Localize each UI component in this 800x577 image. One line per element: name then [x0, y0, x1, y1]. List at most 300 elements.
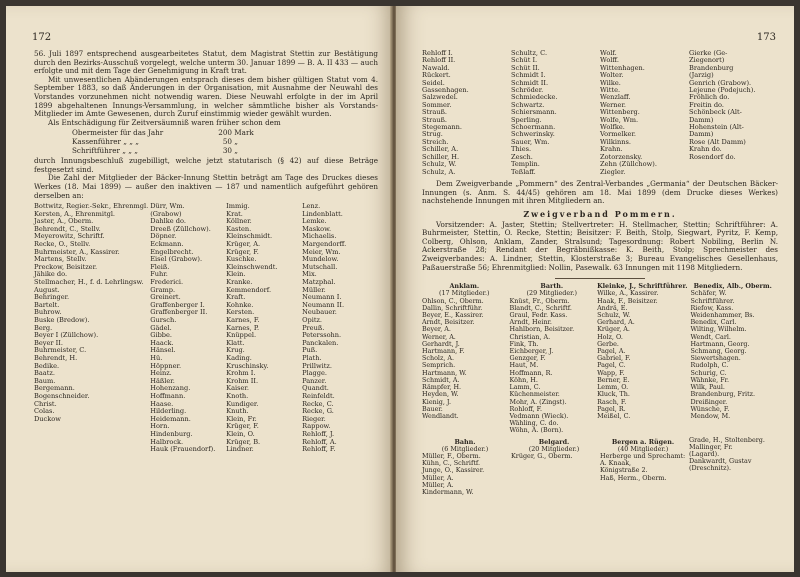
guild-member: Rasch, F.: [597, 397, 627, 406]
member-name: Damm): [689, 115, 714, 124]
guild-member: Pagel, C.: [597, 361, 626, 370]
member-name: Döpner.: [150, 232, 177, 241]
member-name: Stegemann.: [422, 123, 462, 132]
member-name: Gassenhagen.: [422, 86, 469, 95]
member-name: Lejeune (Podejuch).: [689, 86, 756, 95]
member-name: Schröder.: [511, 86, 544, 95]
guild-member: Vedmann (Wieck).: [509, 411, 569, 420]
member-name: Hü.: [150, 353, 163, 362]
member-name: Rehloff II.: [422, 56, 456, 65]
member-name: Zesch.: [511, 152, 533, 161]
guild-member: Riefow, Kass.: [690, 303, 734, 312]
member-name: Gierke (Ge-: [689, 49, 728, 57]
member-name: Freitin do.: [689, 100, 725, 109]
member-name: Schiller, A.: [422, 145, 459, 154]
member-name: Neumann I.: [302, 293, 342, 302]
guild-member: Fink, Th.: [509, 339, 539, 348]
member-name: Colas.: [34, 407, 55, 416]
guild-member: Semprich.: [422, 361, 456, 370]
guild-name: Benedix, Alb., Oberm.: [693, 282, 772, 291]
guild-group: [689, 437, 778, 497]
member-name: Krohm I.: [226, 369, 256, 378]
member-name: Duckow: [34, 414, 61, 423]
guild-member: Eichberger, J.: [509, 347, 554, 356]
guild-member: Beyer, A.: [422, 325, 451, 334]
member-name: Beyer II.: [34, 338, 63, 347]
guild-member: Haut, M.: [509, 361, 539, 370]
guild-member: Weidenhammer, Bs.: [690, 311, 755, 320]
member-name: Jaster, A., Oberm.: [34, 217, 94, 226]
left-body-text: [34, 50, 378, 200]
member-name: Baum.: [34, 376, 56, 385]
member-name: Heinz.: [150, 369, 172, 378]
member-name: Neubauer.: [302, 308, 337, 317]
paragraph-verband: Dem Zweigverbande „Pommern“ des Zentral-Verbandes „Germania“ der Deutschen Bäcker-Innungen (s. Anm. S. 44/45) gehören am 18. Mai 1899 (dem Drucke dieses Werkes) nachstehende Innungen mit ihren Mitgliedern an.: [422, 178, 778, 206]
fee-table: [72, 129, 378, 155]
member-name: Schwartz.: [511, 100, 545, 109]
guild-member: Schäfer, W.: [690, 289, 727, 298]
member-name: Engelbrecht.: [150, 247, 194, 256]
member-column: [689, 50, 778, 176]
member-name: Werner.: [600, 100, 626, 109]
member-name: Salzwedel.: [422, 93, 458, 102]
member-name: Opitz.: [302, 316, 323, 324]
member-name: Schüt I.: [511, 56, 538, 65]
guild-member: Grade, H., Stoltenberg.: [689, 435, 765, 444]
member-name: Streich.: [422, 137, 449, 146]
guild-member: Lamm, C.: [509, 383, 541, 392]
guild-group: [597, 281, 690, 434]
member-name: Dahlke do.: [150, 217, 186, 226]
member-name: Schultz, C.: [511, 49, 548, 57]
member-name: Matzphal.: [302, 278, 336, 287]
guild-member: Schmang, Georg.: [690, 347, 747, 356]
member-name: Hauk (Frauendorf).: [150, 445, 216, 454]
section-title: Zweigverband Pommern.: [523, 208, 677, 219]
member-name: Gursch.: [150, 316, 177, 324]
guild-member: Christian, A.: [509, 332, 551, 341]
guild-member: Dankwardt, Gustav: [689, 457, 752, 466]
member-name: Vormelker.: [600, 130, 636, 139]
member-name: Bedike.: [34, 361, 60, 370]
member-name: Schulz, W.: [422, 160, 457, 169]
member-name: Lemke.: [302, 217, 327, 226]
guild-member: Gerbe.: [597, 339, 619, 348]
member-name: Wolff.: [600, 56, 619, 65]
member-name: Bogenschneider.: [34, 391, 90, 400]
member-name: Eckmann.: [150, 240, 184, 249]
guild-member: Wähling, C. do.: [509, 419, 559, 428]
member-name: Wilkinns.: [600, 137, 631, 146]
member-name: Margendorff.: [302, 240, 347, 249]
fee-row: Obermeister für das Jahr 200 Mark: [72, 128, 254, 138]
member-name: Köllner.: [226, 217, 252, 226]
member-list-left: [34, 203, 378, 454]
member-name: Strauß.: [422, 115, 447, 124]
member-name: Rosendorf do.: [689, 152, 736, 161]
member-name: Quandt.: [302, 384, 329, 393]
member-column: [511, 50, 600, 176]
member-name: Schönbeck (Alt-: [689, 108, 742, 117]
member-name: Hänsel.: [150, 346, 176, 355]
member-name: Wolf.: [600, 49, 617, 57]
member-name: Gibbe.: [150, 331, 173, 340]
guild-member: Arndt, Beisitzer.: [422, 318, 475, 327]
member-name: Lindner.: [226, 445, 254, 454]
member-name: Neumann II.: [302, 300, 345, 309]
member-column: [422, 50, 511, 176]
member-name: Hilderling.: [150, 407, 187, 416]
guild-member: Hoffmann, R.: [509, 368, 553, 377]
member-name: Beyer I (Züllchow).: [34, 331, 99, 340]
member-name: Lindenblatt.: [302, 209, 343, 218]
guild-groups: [422, 281, 778, 434]
member-name: Schmiedecke.: [511, 93, 558, 102]
member-name: Lenz.: [302, 202, 321, 211]
member-name: Hindenburg.: [150, 429, 193, 438]
member-name: Brandenburg: [689, 63, 734, 72]
member-name: Krüger, B.: [226, 437, 261, 446]
member-name: Sperling.: [511, 115, 542, 124]
guild-member: Köhn, H.: [509, 375, 538, 384]
left-page: [6, 6, 394, 572]
member-name: Knüppel.: [226, 331, 257, 340]
divider: [555, 278, 645, 279]
member-name: Rehloff, A.: [302, 437, 337, 446]
member-name: Dürr, Wm.: [150, 202, 185, 211]
member-name: Fleiß.: [150, 262, 170, 271]
guild-member: Kienig, J.: [422, 397, 452, 406]
member-name: Bottwitz, Regier.-Sekr., Ehrenmgl.: [34, 202, 149, 211]
member-name: Klatt.: [226, 338, 245, 347]
guild-member: Dallin, Schriftführ.: [422, 303, 483, 312]
guild-member: Graul, Fedr. Kass.: [509, 311, 568, 320]
member-name: Bergemann.: [34, 384, 75, 393]
member-name: Krat.: [226, 209, 243, 218]
member-name: Wilke.: [600, 78, 621, 87]
guild-member: A. Knaak,: [600, 459, 632, 468]
guild-member: Müller, A.: [422, 473, 454, 482]
member-name: Puß.: [302, 346, 318, 355]
member-name: Krüger, F.: [226, 247, 259, 256]
right-body-text: [422, 180, 778, 206]
member-name: Mix.: [302, 270, 317, 279]
member-name: Genrich (Grabow).: [689, 78, 752, 87]
member-name: Kruschinsky.: [226, 361, 269, 370]
guild-member: Arndt, Heinr.: [509, 318, 552, 327]
member-name: Graffenberger I.: [150, 300, 205, 309]
guild-member: Wendt, Carl.: [690, 332, 731, 341]
member-name: Ziegler.: [600, 167, 626, 176]
guild-member: Rohloff, F.: [509, 404, 543, 413]
member-name: Martens, Stellv.: [34, 255, 87, 264]
member-name: Schulz, A.: [422, 167, 456, 176]
member-name: Panzer.: [302, 376, 327, 385]
guild-name: Bahn.: [454, 437, 476, 446]
guild-member: Genzger, F.: [509, 354, 546, 363]
member-name: Christ.: [34, 399, 57, 408]
member-name: Haase.: [150, 399, 174, 408]
member-name: Nawald.: [422, 63, 450, 72]
guild-member: Küchenmeister.: [509, 390, 560, 399]
guild-name: Kleinke, J., Schriftführer.: [597, 282, 688, 291]
guild-member: Müller, A.: [422, 480, 454, 489]
member-name: Plagge.: [302, 369, 327, 378]
member-name: Dreeß (Züllchow).: [150, 224, 211, 233]
member-column: [226, 203, 302, 454]
member-name: Buhrow.: [34, 308, 62, 317]
member-name: Karnes, P.: [226, 323, 260, 332]
guild-member: (Lagard).: [689, 449, 720, 458]
member-name: Kersten, A., Ehrenmitgl.: [34, 209, 116, 218]
member-name: Horn.: [150, 422, 170, 431]
member-name: Thies.: [511, 145, 532, 154]
guild-member: Gerhardt, J.: [422, 339, 460, 348]
guild-groups-lower: [422, 437, 778, 497]
member-name: Kuschke.: [226, 255, 257, 264]
member-name: Wolter.: [600, 71, 624, 80]
guild-member: Herberge und Sprechamt:: [600, 451, 686, 460]
member-column: [34, 203, 150, 454]
member-list-right: [422, 50, 778, 176]
member-name: Zotorzensky.: [600, 152, 643, 161]
member-name: Maskow.: [302, 224, 332, 233]
member-name: Kranke.: [226, 278, 253, 287]
member-name: Stellmacher, H., f. d. Lehrlingsw.: [34, 278, 144, 287]
guild-member: Mallinger, Fr.: [689, 442, 733, 451]
member-name: Preuß.: [302, 323, 325, 332]
member-name: August.: [34, 285, 60, 294]
guild-member: Pagel, A.: [597, 347, 626, 356]
guild-member-count: (17 Mitglieder.): [439, 289, 490, 298]
guild-member: Rämpfer, H.: [422, 383, 462, 392]
member-name: Rose (Alt Damm): [689, 137, 746, 146]
member-name: Rappow.: [302, 422, 331, 431]
member-name: Kraft.: [226, 293, 246, 302]
guild-group: [422, 437, 511, 497]
guild-member: Krüger, A.: [597, 325, 630, 334]
member-name: Recke, G.: [302, 407, 334, 416]
member-name: Immig.: [226, 202, 250, 211]
guild-member: Hahlborn, Beisitzer.: [509, 325, 575, 334]
member-name: Krahn.: [600, 145, 623, 154]
member-name: Zehn (Züllchow).: [600, 160, 657, 169]
member-name: Schwerinsky.: [511, 130, 555, 139]
member-column: [302, 203, 378, 454]
member-name: Schüt II.: [511, 63, 540, 72]
guild-group: [600, 437, 689, 497]
member-name: Schiersmann.: [511, 108, 557, 117]
guild-member: Wünsche, F.: [690, 404, 730, 413]
guild-member: Kluck, Th.: [597, 390, 630, 399]
guild-member: Krüger, G., Oberm.: [511, 451, 573, 460]
member-name: Karnes, F.: [226, 316, 260, 324]
member-name: Mutschall.: [302, 262, 338, 271]
member-name: Ziegenort): [689, 56, 725, 65]
guild-member: Rudolph, C.: [690, 361, 729, 370]
member-name: Rieger.: [302, 414, 326, 423]
member-name: Fröhlich do.: [689, 93, 730, 102]
member-name: Kleinschmidt.: [226, 232, 273, 241]
guild-member: Haß, Herm., Oberm.: [600, 473, 667, 482]
guild-member: Königstraße 2.: [600, 466, 648, 475]
guild-name: Anklam.: [449, 282, 480, 291]
member-name: Behringer.: [34, 293, 70, 302]
member-name: Krüger, F.: [226, 422, 259, 431]
member-name: Templin.: [511, 160, 540, 169]
member-name: Sommer.: [422, 100, 452, 109]
guild-member: Holz, O.: [597, 332, 623, 341]
guild-member: Gerhard, A.: [597, 318, 635, 327]
guild-member: Werner, A.: [422, 332, 456, 341]
member-name: Eisel (Grabow).: [150, 255, 203, 264]
guild-member: Schriftführer.: [690, 296, 735, 305]
guild-member: Schmidt, A.: [422, 375, 460, 384]
guild-member: Beyer, E., Kassirer.: [422, 311, 484, 320]
member-name: Buske (Bredow).: [34, 316, 90, 324]
member-name: Frederici.: [150, 278, 184, 287]
member-name: Rehloff I.: [422, 49, 453, 57]
member-name: Halbrock.: [150, 437, 184, 446]
right-page: [396, 6, 794, 572]
member-name: Kohnke.: [226, 300, 254, 309]
guild-member: Schurig, C.: [690, 368, 727, 377]
guild-member: Pagel, R.: [597, 404, 626, 413]
member-name: Wenzlaff.: [600, 93, 631, 102]
member-name: Seidel.: [422, 78, 445, 87]
member-name: Klein.: [226, 270, 246, 279]
paragraph-compensation: Als Entschädigung für Zeitversäumniß waren früher schon dem: [48, 117, 281, 127]
member-name: (Grabow): [150, 209, 182, 218]
paragraph-resolution: durch Innungsbeschluß zugebilligt, welche jetzt statutarisch (§ 42) auf diese Beträge festgesetzt sind.: [34, 156, 378, 174]
member-name: Peterssohn.: [302, 331, 342, 340]
guild-group: [510, 281, 598, 434]
guild-member: Hartmann, F.: [422, 347, 465, 356]
member-name: Rehloff, F.: [302, 445, 336, 454]
member-name: Wolfke.: [600, 123, 625, 132]
member-name: Buhrmeister, A., Kassirer.: [34, 247, 120, 256]
guild-member: Gabriel, F.: [597, 354, 631, 363]
guild-member: Junge, O., Kassirer.: [422, 466, 485, 475]
member-name: Buhrmeister, C.: [34, 346, 87, 355]
guild-member: Mendow, M.: [690, 411, 731, 420]
guild-member: Kindermann, W.: [422, 487, 474, 496]
member-name: Witte.: [600, 86, 621, 95]
member-name: Panckalen.: [302, 338, 339, 347]
guild-member: Hartmann, Georg.: [690, 339, 750, 348]
board-block: [422, 221, 778, 273]
member-name: Recke, O., Stellv.: [34, 240, 91, 249]
guild-member: Andrä, E.: [597, 303, 628, 312]
guild-member: Mohr, A. (Zingst).: [509, 397, 567, 406]
guild-member: (Dreschnitz).: [689, 464, 732, 473]
member-name: Strug.: [422, 130, 443, 139]
guild-member-count: (20 Mitglieder.): [528, 444, 580, 453]
guild-member: Wilk, Paul.: [690, 383, 725, 392]
member-name: Strauß.: [422, 108, 447, 117]
guild-member-count: (6 Mitglieder.): [441, 444, 489, 453]
member-name: Knoth.: [226, 391, 249, 400]
member-name: Wolfe, Wm.: [600, 115, 639, 124]
guild-member: Scholz, A.: [422, 354, 455, 363]
member-name: Schoermann.: [511, 123, 556, 132]
member-name: Graffenberger II.: [150, 308, 208, 317]
guild-member: Benedix, Carl.: [690, 318, 737, 327]
member-name: Kading.: [226, 353, 252, 362]
guild-group: [690, 281, 778, 434]
fee-row: Kassenführer „ „ „ 50 „: [72, 136, 239, 146]
member-name: Wittenberg.: [600, 108, 640, 117]
member-name: Behrendt, H.: [34, 353, 78, 362]
member-name: Kemmendorf.: [226, 285, 272, 294]
member-name: Kundiger.: [226, 399, 259, 408]
guild-member: Wendlandt.: [422, 411, 459, 420]
member-name: Klein, O.: [226, 429, 255, 438]
guild-member: Brandenburg, Fritz.: [690, 390, 756, 399]
member-name: Damm): [689, 130, 714, 139]
member-name: (Jarzig): [689, 71, 714, 80]
member-name: Krahn do.: [689, 145, 722, 154]
member-name: Klein, Fr.: [226, 414, 257, 423]
guild-member: Siewertshagen.: [690, 354, 741, 363]
guild-member: Wöhn, A. (Born).: [509, 426, 564, 435]
guild-member: Hartmann, W.: [422, 368, 467, 377]
paragraph-changes: Mit unwesentlichen Abänderungen entsprach dieses dem bisher gültigen Statut vom 4. September 1883, so daß Änderungen in der Organisation, mit Ausnahme der Neuwahl des Vorstandes vorzunehmen nicht notwendig waren. Diese Neuwahl erfolgte in der im April 1899 abgehaltenen Innungs-Versammlung, in welcher sämmtliche bisher als Vorstands-Mitglieder im Amte Gewesenen, durch Zuruf einstimmig wieder gewählt wurden.: [34, 74, 378, 119]
guild-name: Barth.: [540, 282, 564, 291]
member-name: Höppner.: [150, 361, 182, 370]
member-name: Hohenstein (Alt-: [689, 123, 744, 132]
guild-member: Ohlson, C., Oberm.: [422, 296, 484, 305]
member-name: Krohm II.: [226, 376, 259, 385]
member-column: [150, 203, 226, 454]
guild-member: Wähnke, Fr.: [690, 375, 730, 384]
member-name: Greinert.: [150, 293, 181, 302]
member-name: Knuth.: [226, 407, 249, 416]
member-name: Reinfeldt.: [302, 391, 335, 400]
guild-member: Wilke, A., Kassirer.: [597, 289, 659, 298]
member-name: Haack.: [150, 338, 174, 347]
member-name: Bartelt.: [34, 300, 60, 309]
guild-name: Bergen a. Rügen.: [611, 437, 675, 446]
member-name: Michaelis.: [302, 232, 337, 241]
member-name: Baatz.: [34, 369, 55, 378]
member-name: Kasten.: [226, 224, 252, 233]
guild-member: Blandt, C., Schriftf.: [509, 303, 572, 312]
guild-member: Schulz, W.: [597, 311, 631, 320]
paragraph-member-count: Die Zahl der Mitglieder der Bäcker-Innung Stettin beträgt am Tage des Druckes dieses Werkes (18. Mai 1899) — außer den inaktiven — 187 und namentlich aufgeführt gehören derselben an:: [34, 173, 378, 200]
member-name: Teßlaff.: [511, 167, 536, 176]
member-name: Rehloff, J.: [302, 429, 335, 438]
member-name: Kersten.: [226, 308, 255, 317]
member-name: Krüger, A.: [226, 240, 261, 249]
member-name: Häßler.: [150, 376, 175, 385]
guild-member: Wilting, Wilhelm.: [690, 325, 747, 334]
member-name: Fuhr.: [150, 270, 168, 279]
guild-group: [422, 281, 510, 434]
member-name: Schiller, H.: [422, 152, 460, 161]
member-name: Sauer, Wm.: [511, 137, 550, 146]
guild-name: Belgard.: [538, 437, 570, 446]
member-name: Hoffmann.: [150, 391, 186, 400]
member-name: Recke, C.: [302, 399, 334, 408]
member-name: Schmidt II.: [511, 78, 549, 87]
guild-member: Wapp, F.: [597, 368, 625, 377]
guild-member: Knüst, Fr., Oberm.: [509, 296, 570, 305]
fee-row: Schriftführer „ „ „ 30 „: [72, 145, 239, 155]
member-column: [600, 50, 689, 176]
member-name: Jähike do.: [34, 270, 68, 279]
member-name: Prillwitz.: [302, 361, 332, 370]
